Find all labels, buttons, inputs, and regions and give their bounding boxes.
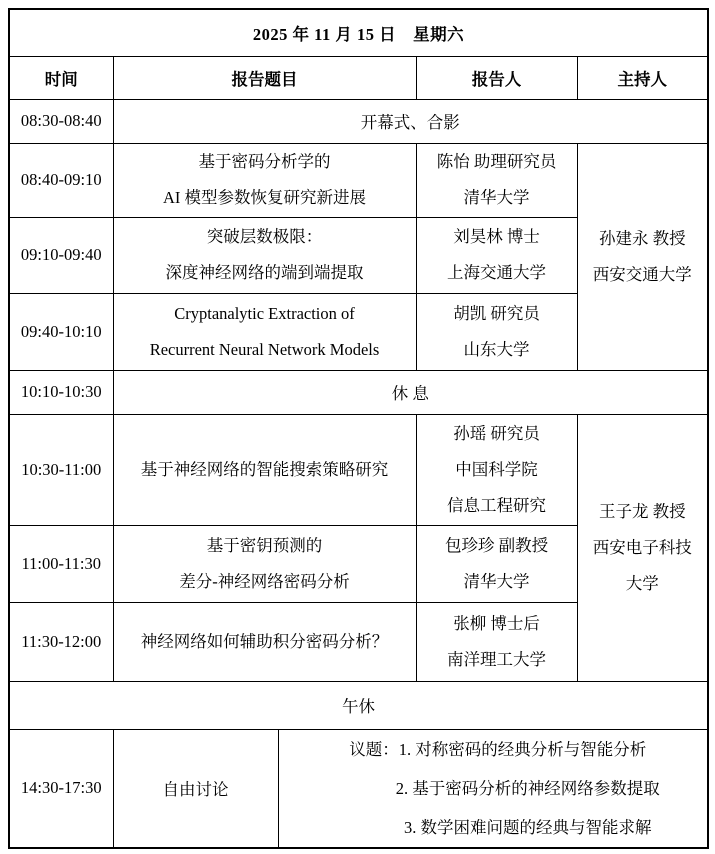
speaker-line: 清华大学 (463, 571, 530, 591)
talk-title-line: 基于密码分析学的 (198, 152, 331, 171)
speaker-line: 刘昊林 博士 (453, 227, 540, 246)
speaker-cell (416, 414, 577, 525)
talk-title-line: 突破层数极限： (206, 227, 323, 246)
topic-line: 2. 基于密码分析的神经网络参数提取 (395, 778, 660, 798)
time-cell: 09:10-09:40 (9, 217, 113, 293)
chair-line: 大学 (625, 573, 659, 593)
chair-cell (577, 143, 708, 370)
session-row-break (9, 370, 708, 414)
talk-title-cell (113, 602, 416, 681)
chair-cell (577, 414, 708, 681)
topics-cell (278, 729, 708, 848)
time-cell: 14:30-17:30 (9, 729, 113, 848)
topic-line: 3. 数学困难问题的经典与智能求解 (404, 817, 652, 837)
talk-title-line: 神经网络如何辅助积分密码分析？ (140, 631, 389, 651)
talk-title-line: Recurrent Neural Network Models (149, 339, 380, 359)
speaker-line: 陈怡 助理研究员 (436, 152, 557, 171)
talk-title-line: Cryptanalytic Extraction of (174, 303, 355, 323)
event-cell: 开幕式、合影 (113, 99, 708, 143)
time-cell: 09:40-10:10 (9, 293, 113, 370)
talk-title-cell (113, 293, 416, 370)
speaker-cell (416, 143, 577, 217)
chair-line: 西安交通大学 (592, 264, 692, 284)
session-row-opening (9, 99, 708, 143)
lunch-break-row (9, 681, 708, 729)
conference-schedule-table (8, 8, 709, 849)
date-title: 2025 年 11 月 15 日 星期六 (9, 9, 708, 56)
discussion-row (9, 729, 708, 848)
talk-title-cell (113, 525, 416, 602)
header-chair: 主持人 (577, 56, 708, 99)
speaker-line: 孙瑶 研究员 (453, 423, 540, 443)
date-title-row (9, 9, 708, 56)
topic-line: 议题：1. 对称密码的经典分析与智能分析 (349, 739, 647, 759)
header-time: 时间 (9, 56, 113, 99)
speaker-cell (416, 602, 577, 681)
time-cell: 11:00-11:30 (9, 525, 113, 602)
chair-line: 孙建永 教授 (598, 228, 686, 248)
talk-title-line: 差分-神经网络密码分析 (179, 571, 350, 591)
chair-line: 西安电子科技 (592, 537, 692, 557)
talk-title-cell (113, 143, 416, 217)
event-cell: 休 息 (113, 370, 708, 414)
speaker-line: 张柳 博士后 (453, 613, 540, 633)
speaker-line: 山东大学 (463, 339, 530, 359)
speaker-cell (416, 525, 577, 602)
column-header-row (9, 56, 708, 99)
talk-title-line: 基于密钥预测的 (206, 535, 323, 555)
speaker-line: 南洋理工大学 (447, 649, 546, 669)
session-row (9, 414, 708, 525)
talk-title-line: 基于神经网络的智能搜索策略研究 (140, 459, 389, 479)
session-row (9, 143, 708, 217)
speaker-line: 包珍珍 副教授 (444, 535, 549, 555)
talk-title-line: 深度神经网络的端到端提取 (165, 263, 364, 282)
talk-title-cell (113, 217, 416, 293)
discussion-cell: 自由讨论 (113, 729, 278, 848)
speaker-line: 清华大学 (463, 188, 530, 207)
speaker-line: 信息工程研究 (447, 495, 546, 515)
time-cell: 11:30-12:00 (9, 602, 113, 681)
talk-title-cell (113, 414, 416, 525)
header-talk-title: 报告题目 (113, 56, 416, 99)
time-cell: 08:40-09:10 (9, 143, 113, 217)
speaker-line: 中国科学院 (455, 459, 538, 479)
talk-title-line: AI 模型参数恢复研究新进展 (162, 188, 367, 207)
speaker-line: 上海交通大学 (447, 263, 546, 282)
time-cell: 10:10-10:30 (9, 370, 113, 414)
speaker-cell (416, 217, 577, 293)
chair-line: 王子龙 教授 (598, 501, 686, 521)
time-cell: 08:30-08:40 (9, 99, 113, 143)
speaker-cell (416, 293, 577, 370)
time-cell: 10:30-11:00 (9, 414, 113, 525)
event-cell: 午休 (9, 681, 708, 729)
header-speaker: 报告人 (416, 56, 577, 99)
speaker-line: 胡凯 研究员 (453, 303, 540, 323)
